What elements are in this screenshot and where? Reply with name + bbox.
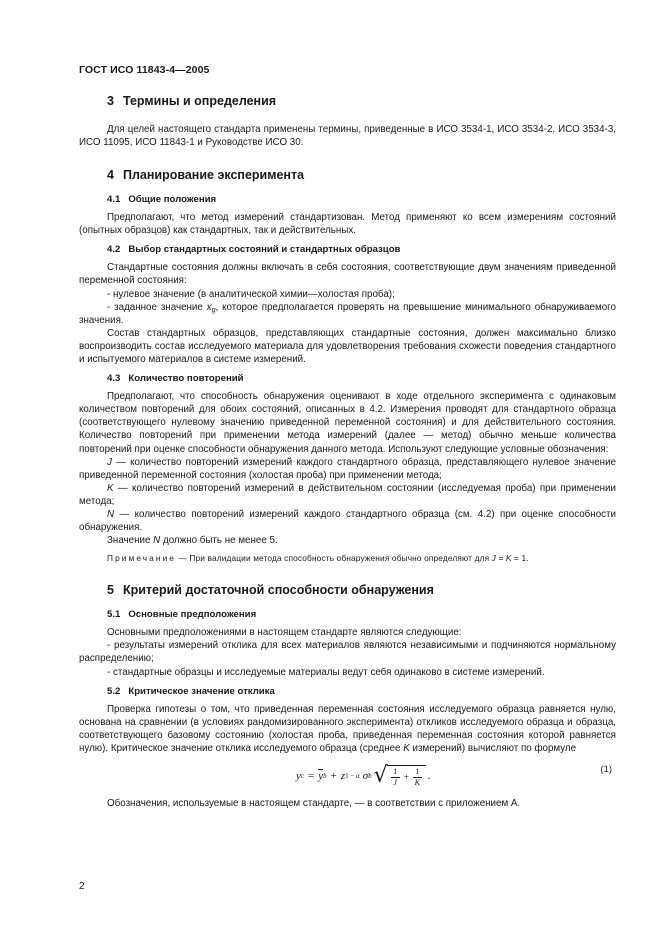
formula-number: (1) [600,763,612,774]
formula-operator: = [308,770,315,782]
paragraph: Предполагают, что способность обнаружения оценивают в ходе отдельного эксперимента с одинаковым количеством повторений для обоих состояний, описанных в 4.2. Измерения проводят для стандартного образца (соответствующего нулевому значению приведенной переменной состояния) и для действительного состояния. Количество повторений при применении метода измерений (далее — метод) обычно меньше количества повторений при оценке способности обнаружения данного метода. Используют следующие условные обозначения: [79,391,616,455]
variable: K [403,742,410,754]
variable: N [107,508,115,520]
section-number: 3 [107,94,114,108]
section-title: Планирование эксперимента [122,168,305,183]
list-item [79,301,616,327]
fraction [413,767,422,788]
section-5-heading [107,582,616,598]
page-number: 2 [79,881,85,892]
denominator: J [393,777,397,787]
subsection-4-3-heading [107,372,616,386]
subsection-5-1-heading [107,608,616,622]
formula-symbol: y [296,770,301,782]
section-4-heading [107,167,616,183]
definition-j [79,456,616,482]
subsection-title: Количество повторений [128,373,244,385]
subsection-number: 4.1 [107,194,121,206]
list-item: - стандартные образцы и исследуемые материалы ведут себя одинаково в системе измерений. [107,666,545,678]
text: — При валидации метода способность обнаружения обычно определяют для [176,553,492,564]
variable: J [491,553,496,564]
formula-symbol: σ [362,770,369,782]
variable-subscript: g [211,306,216,314]
note [79,552,616,565]
variable: N [153,535,161,547]
section-title: Критерий достаточной способности обнаружения [122,583,434,598]
list-item: - результаты измерений отклика для всех материалов являются независимыми и подчиняются нормальному распределению; [79,640,616,665]
formula-subscript: 1 − α [345,772,360,780]
paragraph [79,534,616,547]
paragraph: Стандартные состояния должны включать в себя состояния, соответствующие двум значениям приведенной переменной состояния: [79,262,616,287]
text: , которое предполагается проверять на превышение минимального обнаруживаемого значения. [79,301,616,326]
subsection-number: 4.3 [107,373,121,385]
paragraph: Состав стандартных образцов, представляющих стандартные состояния, должен максимально близко воспроизводить состав исследуемого материала для удовлетворения требования схожести поведения стандартного и испытуемого материалов в системе измерений. [79,327,616,366]
text: — количество повторений измерений каждого стандартного образца (см. 4.2) при оценке способности обнаружения. [79,508,616,534]
formula-subscript: c [300,772,304,780]
section-number: 4 [107,168,114,183]
document-header: ГОСТ ИСО 11843-4—2005 [79,64,210,76]
definition-n [79,508,616,534]
text: = [495,553,506,564]
denominator: K [414,777,420,787]
variable: J [107,456,112,468]
formula-subscript: b [368,772,372,780]
paragraph: Предполагают, что метод измерений стандартизован. Метод применяют ко всем измерениям состояний (опытных образцов) как стандартных, так и действительных. [79,212,616,237]
formula-symbol: $\overline{y}$ [318,770,324,782]
text: Значение [107,535,154,547]
text: измерений) вычисляют по формуле [409,742,577,754]
variable: x [206,301,212,313]
radical-sign: √ [373,763,388,788]
formula-period: . [427,770,431,782]
formula-subscript: b [323,772,327,780]
text: = 1. [511,553,529,564]
subsection-5-2-heading [107,685,616,699]
formula-symbol: z [340,770,346,782]
subsection-title: Общие положения [128,194,217,206]
numerator: 1 [393,766,398,776]
square-root [374,765,426,788]
list-item: - нулевое значение (в аналитической химии—холостая проба); [107,288,395,300]
formula-operator: + [403,772,409,782]
section-3-heading [107,93,616,109]
definition-k [79,482,616,508]
subsection-number: 5.1 [107,609,121,621]
variable: K [107,482,114,494]
paragraph: Для целей настоящего стандарта применены термины, приведенные в ИСО 3534-1, ИСО 3534-2, ИСО 3534-3, ИСО 11095, ИСО 11843-1 и Руководстве ИСО 30. [79,124,616,149]
text: - заданное значение [107,301,207,313]
subsection-title: Основные предположения [128,609,257,621]
section-title: Термины и определения [122,94,277,108]
paragraph: Основными предположениями в настоящем стандарте являются следующие: [107,627,462,639]
paragraph: Обозначения, используемые в настоящем стандарте, — в соответствии с приложением А. [107,798,521,809]
subsection-number: 5.2 [107,685,121,697]
note-label: Примечание [107,553,177,564]
text: Проверка гипотезы о том, что приведенная переменная состояния исследуемого образца равняется нулю, основана на сравнении (в условиях рандомизированного эксперимента) откликов исследуемого образца и образца, соответствующего базовому состоянию (холостая проба, приведенная переменная состояния которой равняется нулю). Критическое значение отклика исследуемого образца (среднее [79,703,616,754]
subsection-title: Критическое значение отклика [128,685,275,697]
radicand [387,765,426,788]
subsection-4-2-heading [107,243,616,257]
subsection-number: 4.2 [107,244,121,256]
subsection-title: Выбор стандартных состояний и стандартных образцов [128,244,401,256]
paragraph [79,703,616,755]
text: — количество повторений измерений в действительном состоянии (исследуемая проба) при применении метода; [79,482,616,507]
fraction [391,767,400,788]
section-number: 5 [107,583,114,598]
variable: K [505,553,512,564]
formula-block [79,755,616,797]
formula-operator: + [330,770,337,782]
text: должно быть не менее 5. [160,535,278,547]
subsection-4-1-heading [107,193,616,207]
formula [296,759,431,793]
document-body [79,93,616,810]
text: — количество повторений измерений каждого стандартного образца, представляющего нулевое значение приведенной переменной состояния (холостая проба) при применении метода; [79,456,616,481]
numerator: 1 [415,766,420,776]
